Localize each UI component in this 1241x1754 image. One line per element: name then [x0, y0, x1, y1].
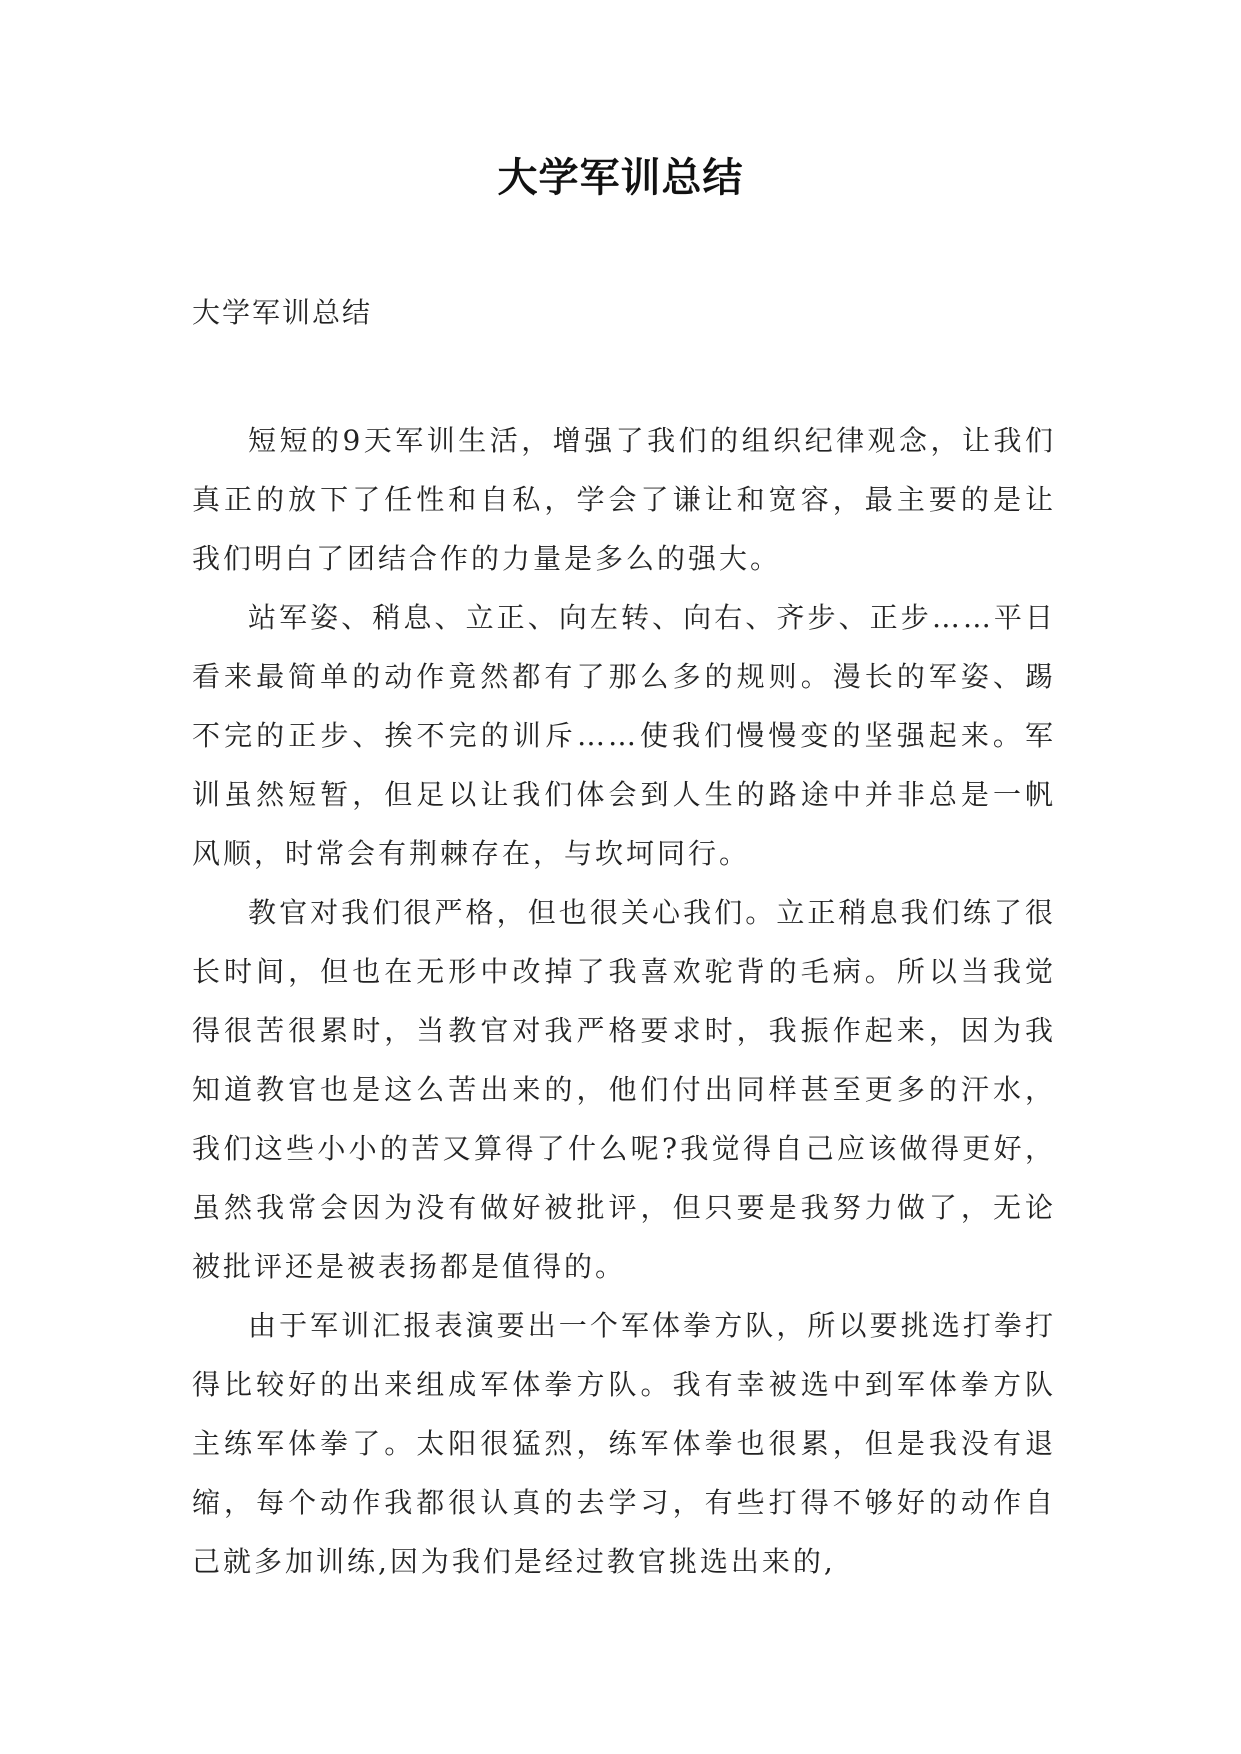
document-subtitle: 大学军训总结 [192, 296, 373, 329]
paragraph-1: 短短的9天军训生活，增强了我们的组织纪律观念，让我们真正的放下了任性和自私，学会了谦让和宽容，最主要的是让我们明白了团结合作的力量是多么的强大。 [192, 424, 1056, 575]
paragraph-4: 由于军训汇报表演要出一个军体拳方队，所以要挑选打拳打得比较好的出来组成军体拳方队。我有幸被选中到军体拳方队主练军体拳了。太阳很猛烈，练军体拳也很累，但是我没有退缩，每个动作我都很认真的去学习，有些打得不够好的动作自己就多加训练,因为我们是经过教官挑选出来的, [192, 1309, 1056, 1578]
paragraph-2: 站军姿、稍息、立正、向左转、向右、齐步、正步……平日看来最简单的动作竟然都有了那么多的规则。漫长的军姿、踢不完的正步、挨不完的训斥……使我们慢慢变的坚强起来。军训虽然短暂，但足以让我们体会到人生的路途中并非总是一帆风顺，时常会有荆棘存在，与坎坷同行。 [192, 601, 1056, 870]
document-title: 大学军训总结 [497, 155, 744, 201]
paragraph-3: 教官对我们很严格，但也很关心我们。立正稍息我们练了很长时间，但也在无形中改掉了我喜欢驼背的毛病。所以当我觉得很苦很累时，当教官对我严格要求时，我振作起来，因为我知道教官也是这么苦出来的，他们付出同样甚至更多的汗水，我们这些小小的苦又算得了什么呢?我觉得自己应该做得更好，虽然我常会因为没有做好被批评，但只要是我努力做了，无论被批评还是被表扬都是值得的。 [192, 896, 1056, 1283]
document-body [192, 411, 1056, 1591]
